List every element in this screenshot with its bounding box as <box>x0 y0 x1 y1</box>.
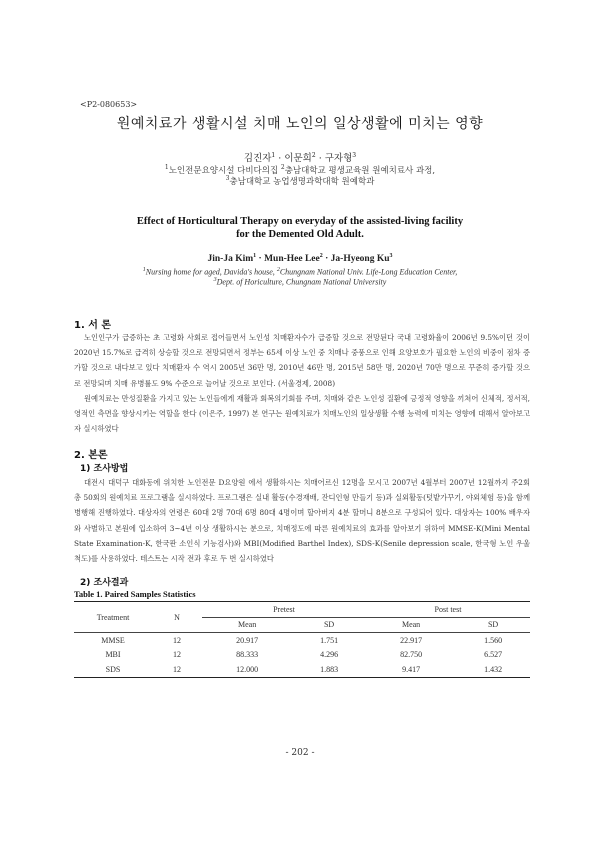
column-header-n: N <box>152 602 202 633</box>
table-cell: 22.917 <box>400 635 423 645</box>
table-cell: 1.751 <box>320 635 339 645</box>
column-header-posttest: Post test <box>366 602 530 618</box>
table-cell: 6.527 <box>484 650 503 660</box>
table-cell: 12 <box>173 635 181 645</box>
column-header-post-sd: SD <box>456 617 530 633</box>
table-cell: 88.333 <box>236 650 259 660</box>
table-cell: 1.883 <box>292 662 366 677</box>
title-korean: 원예치료가 생활시설 치매 노인의 일상생활에 미치는 영향 <box>116 116 484 132</box>
author-name: 김진자 <box>243 153 272 164</box>
author-name: Mun-Hee Lee <box>264 254 320 265</box>
subsection-heading-results: 2) 조사결과 <box>80 578 129 588</box>
author-name: Ja-Hyeong Ku <box>330 254 390 265</box>
table-row <box>74 633 530 648</box>
table-row <box>74 662 530 677</box>
introduction-body <box>74 330 530 436</box>
section-heading-introduction: 1. 서 론 <box>74 320 112 331</box>
table-cell: MMSE <box>101 635 125 645</box>
affiliation-english-1: $^1$Nursing home for aged, Davida's house, $^2$Chungnam National Univ. Life-Long Education Center, <box>142 267 458 277</box>
statistics-table <box>74 601 530 678</box>
paragraph: 대전시 대덕구 대화동에 위치한 노인전문 D요양원 에서 생활하시는 치매어르신 12명을 모시고 2007년 4월부터 2007년 12월까지 주2회 총 50회의 원예치료 프로그램을 실시하였다. 프로그램은 실내 활동(수경재배, 잔디인형 만들기 등)과 실외활동(텃밭가꾸기, 야외체험 등)을 함께 병행해 진행하였다. 대상자의 연령은 60대 2명 70대 6명 80대 4명이며 할아버지 4분 할머니 8분으로 구성되어 있다. 대상자는 100% 배우자와 사별하고 본원에 입소하여 3~4년 이상 생활하시는 분으로, 치매정도에 따른 원예치료의 효과를 알아보기 위하여 MMSE-K(Mini Mental State Examination-K, 한국판 소인식 기능검사)와 MBI(Modified Barthel Index), SDS-K(Senile depression scale, 한국형 노인 우울 척도)를 사용하였다. 테스트는 시작 전과 후로 두 번 실시하였다 <box>74 478 530 564</box>
column-header-treatment: Treatment <box>74 602 152 633</box>
table-caption: Table 1. Paired Samples Statistics <box>74 589 196 599</box>
authors-korean: 김진자$^1$ · 이문희$^2$ · 구자형$^3$ <box>243 151 357 164</box>
table-cell: 4.296 <box>320 650 339 660</box>
abstract-code: <P2-080653> <box>80 100 138 109</box>
page-number: - 202 - <box>285 748 315 758</box>
table-cell: 1.560 <box>484 635 503 645</box>
table-row <box>74 648 530 663</box>
paragraph: 노인인구가 급증하는 초 고령화 사회로 접어들면서 노인성 치매환자수가 급증할 것으로 전망된다 국내 고령화율이 2006년 9.5%이던 것이 2020년 15.7%로 급격히 상승할 것으로 전망되면서 정부는 65세 이상 노인 중 치매나 중풍으로 인해 요양보호가 필요한 노인의 비중이 점차 증가할 것으로 내다보고 있다 치매환자 수 역시 2005년 36만 명, 2010년 46만 명, 2015년 58만 명, 2020년 70만 명으로 꾸준히 증가할 것으로 전망되며 치매 유병률도 9% 수준으로 늘어날 것으로 보인다. (서울경제, 2008) <box>74 333 530 388</box>
section-heading-main: 2. 본론 <box>74 450 108 461</box>
author-name: Jin-Ja Kim <box>207 254 254 265</box>
column-header-pre-mean: Mean <box>202 617 292 633</box>
affiliation-korean-2: $^3$충남대학교 농업생명과학대학 원예학과 <box>225 175 375 187</box>
authors-english: Jin-Ja Kim$^1$ · Mun-Hee Lee$^2$ · Ja-Hyeong Ku$^3$ <box>207 253 393 265</box>
column-header-pretest: Pretest <box>202 602 366 618</box>
table-cell: 9.417 <box>366 662 456 677</box>
subsection-heading-methods: 1) 조사방법 <box>80 464 129 474</box>
affiliation-korean-1: $^1$노인전문요양시설 다비다의집 $^2$충남대학교 평생교육원 원예치료사 과정, <box>164 164 436 176</box>
table-cell: 12 <box>173 650 181 660</box>
affiliation-english-2: $^3$Dept. of Horiculture, Chungnam National University <box>213 277 387 287</box>
title-english-line-1: Effect of Horticultural Therapy on everyday of the assisted-living facility <box>136 216 464 227</box>
title-english-line-2: for the Demented Old Adult. <box>236 229 364 240</box>
table-cell: 12.000 <box>202 662 292 677</box>
table-cell: 82.750 <box>400 650 423 660</box>
column-header-post-mean: Mean <box>366 617 456 633</box>
author-name: 구자형 <box>324 153 353 164</box>
paragraph: 원예치료는 만성질환을 가지고 있는 노인들에게 재활과 회복의기회를 주며, 치매와 같은 노인성 질환에 긍정적 영향을 끼쳐어 신체적, 정서적, 영적인 측면을 향상시키는 역할을 한다 (이은주, 1997) 본 연구는 원예치료가 치매노인의 일상생활 수행 능력에 미치는 영향에 대해서 알아보고자 실시하였다 <box>74 393 530 434</box>
table-cell: SDS <box>74 662 152 677</box>
table-cell: 20.917 <box>236 635 259 645</box>
table-cell: 1.432 <box>456 662 530 677</box>
author-name: 이문희 <box>284 153 312 164</box>
column-header-pre-sd: SD <box>292 617 366 633</box>
table-cell: MBI <box>105 650 121 660</box>
table-cell: 12 <box>152 662 202 677</box>
methods-body <box>74 475 530 566</box>
